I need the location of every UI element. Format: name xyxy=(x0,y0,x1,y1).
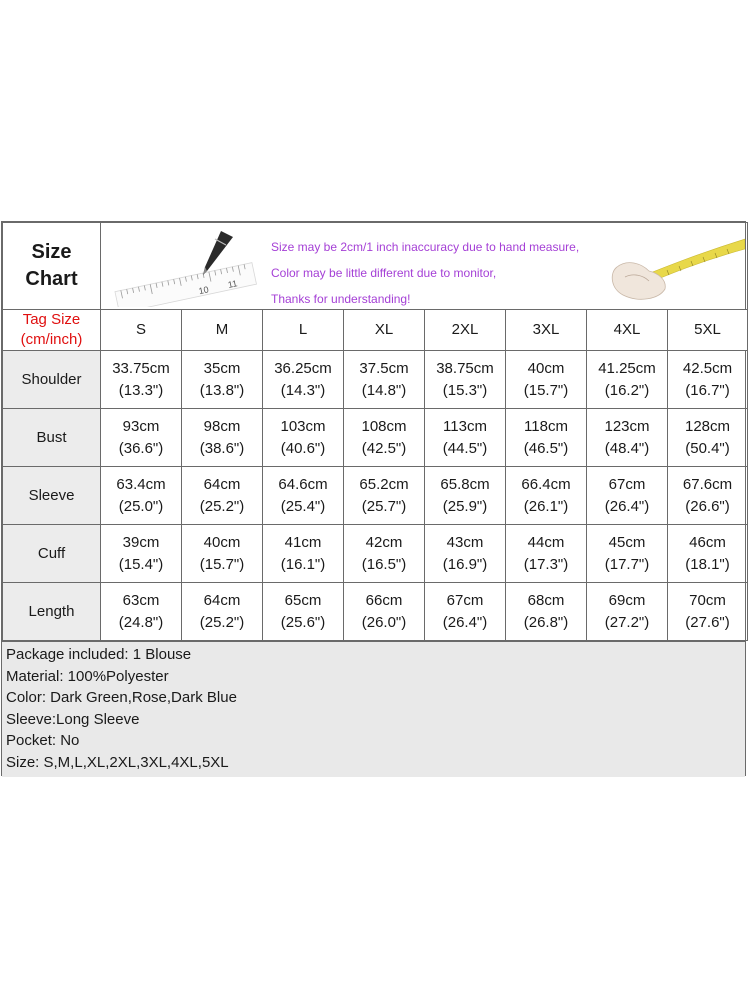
inch-value: (17.3") xyxy=(523,555,569,573)
inch-value: (26.4") xyxy=(442,613,488,631)
measurement-cell xyxy=(344,351,425,409)
cm-value: 64.6cm xyxy=(278,475,328,493)
size-header: 3XL xyxy=(506,310,587,351)
inch-value: (26.6") xyxy=(685,497,730,515)
cm-value: 36.25cm xyxy=(274,359,332,377)
cm-value: 45cm xyxy=(608,533,646,551)
inch-value: (48.4") xyxy=(604,439,650,457)
measurement-cell xyxy=(587,351,668,409)
table-row xyxy=(3,583,748,641)
inch-value: (15.4") xyxy=(118,555,164,573)
tag-size-line-2: (cm/inch) xyxy=(20,331,83,348)
measurement-cell xyxy=(668,583,748,641)
info-line: Package included: 1 Blouse xyxy=(6,646,192,663)
cm-value: 65.2cm xyxy=(359,475,409,493)
cm-value: 65.8cm xyxy=(440,475,490,493)
measurement-cell xyxy=(344,409,425,467)
size-header: XL xyxy=(344,310,425,351)
inch-value: (26.1") xyxy=(523,497,569,515)
size-header-row xyxy=(3,310,748,351)
measurement-cell xyxy=(587,525,668,583)
cm-value: 63cm xyxy=(122,591,160,609)
inch-value: (25.2") xyxy=(199,613,245,631)
inch-value: (15.7") xyxy=(199,555,245,573)
measurement-cell xyxy=(668,351,748,409)
cm-value: 42cm xyxy=(365,533,403,551)
inch-value: (16.5") xyxy=(361,555,407,573)
table-row xyxy=(3,525,748,583)
measurement-label: Sleeve xyxy=(3,467,101,525)
info-line: Material: 100%Polyester xyxy=(6,667,169,685)
measurement-label: Length xyxy=(3,583,101,641)
cm-value: 63.4cm xyxy=(116,475,166,493)
tag-size-label xyxy=(3,310,101,351)
ruler-number-11: 11 xyxy=(227,278,239,290)
inch-value: (46.5") xyxy=(523,439,569,457)
measurement-cell xyxy=(101,467,182,525)
inch-value: (14.3") xyxy=(280,381,326,399)
inch-value: (40.6") xyxy=(280,439,326,457)
size-header: S xyxy=(101,310,182,351)
measurement-cell xyxy=(668,409,748,467)
size-header: 5XL xyxy=(668,310,748,351)
pencil-ruler-icon xyxy=(109,225,259,307)
measurement-cell xyxy=(668,525,748,583)
measurement-cell xyxy=(506,525,587,583)
cm-value: 68cm xyxy=(527,591,565,609)
cm-value: 35cm xyxy=(203,359,241,377)
cm-value: 123cm xyxy=(604,417,650,435)
measurement-cell xyxy=(506,583,587,641)
table-row xyxy=(3,409,748,467)
measurement-cell xyxy=(344,583,425,641)
cm-value: 103cm xyxy=(280,417,326,435)
cm-value: 69cm xyxy=(608,591,646,609)
inch-value: (24.8") xyxy=(118,613,164,631)
size-chart-title xyxy=(3,223,101,310)
cm-value: 43cm xyxy=(446,533,484,551)
inch-value: (14.8") xyxy=(361,381,407,399)
table-row xyxy=(3,351,748,409)
measurement-cell xyxy=(506,409,587,467)
cm-value: 42.5cm xyxy=(682,359,733,377)
cm-value: 41.25cm xyxy=(598,359,656,377)
cm-value: 108cm xyxy=(361,417,407,435)
cm-value: 64cm xyxy=(203,591,241,609)
note-line-1: Size may be 2cm/1 inch inaccuracy due to hand measure, xyxy=(271,240,580,254)
size-chart xyxy=(1,221,746,776)
info-line: Size: S,M,L,XL,2XL,3XL,4XL,5XL xyxy=(6,753,229,771)
inch-value: (13.3") xyxy=(118,381,164,399)
cm-value: 41cm xyxy=(284,533,322,551)
inch-value: (15.7") xyxy=(523,381,569,399)
inch-value: (16.1") xyxy=(280,555,326,573)
measurement-cell xyxy=(182,409,263,467)
measurement-cell xyxy=(182,351,263,409)
tag-size-line-1: Tag Size xyxy=(22,311,81,328)
cm-value: 40cm xyxy=(527,359,565,377)
measurement-cell xyxy=(425,525,506,583)
size-notes xyxy=(271,234,579,312)
cm-value: 39cm xyxy=(122,533,160,551)
cm-value: 65cm xyxy=(284,591,322,609)
measurement-cell xyxy=(344,467,425,525)
measurement-cell xyxy=(263,351,344,409)
ruler-number-10: 10 xyxy=(197,284,210,297)
measurement-cell xyxy=(101,583,182,641)
inch-value: (25.4") xyxy=(280,497,326,515)
cm-value: 37.5cm xyxy=(359,359,409,377)
measurement-cell xyxy=(182,583,263,641)
measurement-cell xyxy=(101,525,182,583)
cm-value: 70cm xyxy=(689,591,726,609)
note-line-3: Thanks for understanding! xyxy=(271,292,411,306)
measurement-cell xyxy=(263,467,344,525)
inch-value: (26.4") xyxy=(604,497,650,515)
measurement-cell xyxy=(101,409,182,467)
cm-value: 38.75cm xyxy=(436,359,494,377)
title-line-2: Chart xyxy=(25,268,78,290)
info-line: Sleeve:Long Sleeve xyxy=(6,710,140,728)
measurement-label: Shoulder xyxy=(3,351,101,409)
measurement-cell xyxy=(587,409,668,467)
measurement-cell xyxy=(263,583,344,641)
size-header: 4XL xyxy=(587,310,668,351)
inch-value: (25.9") xyxy=(442,497,488,515)
inch-value: (50.4") xyxy=(685,439,730,457)
inch-value: (25.0") xyxy=(118,497,164,515)
tape-measure-hand-icon xyxy=(605,227,745,305)
measurement-cell xyxy=(425,351,506,409)
cm-value: 67cm xyxy=(608,475,646,493)
measurement-cell xyxy=(587,583,668,641)
inch-value: (16.9") xyxy=(442,555,488,573)
table-row xyxy=(3,467,748,525)
inch-value: (16.7") xyxy=(685,381,730,399)
inch-value: (27.2") xyxy=(604,613,650,631)
measurement-cell xyxy=(263,409,344,467)
inch-value: (15.3") xyxy=(442,381,488,399)
inch-value: (26.8") xyxy=(523,613,569,631)
product-info xyxy=(2,641,745,777)
cm-value: 40cm xyxy=(203,533,241,551)
cm-value: 66.4cm xyxy=(521,475,571,493)
measurement-cell xyxy=(101,351,182,409)
info-line: Color: Dark Green,Rose,Dark Blue xyxy=(6,689,237,707)
inch-value: (26.0") xyxy=(361,613,407,631)
cm-value: 33.75cm xyxy=(112,359,170,377)
size-header: 2XL xyxy=(425,310,506,351)
measurement-cell xyxy=(344,525,425,583)
inch-value: (18.1") xyxy=(685,555,730,573)
cm-value: 66cm xyxy=(365,591,403,609)
cm-value: 67.6cm xyxy=(682,475,733,493)
measurement-label: Bust xyxy=(3,409,101,467)
cm-value: 64cm xyxy=(203,475,241,493)
cm-value: 113cm xyxy=(443,417,487,435)
measurement-cell xyxy=(182,525,263,583)
inch-value: (38.6") xyxy=(199,439,245,457)
measurement-cell xyxy=(506,351,587,409)
measurement-cell xyxy=(425,409,506,467)
measurement-cell xyxy=(506,467,587,525)
inch-value: (25.7") xyxy=(361,497,407,515)
measurement-cell xyxy=(668,467,748,525)
inch-value: (13.8") xyxy=(199,381,245,399)
cm-value: 46cm xyxy=(689,533,726,551)
info-line: Pocket: No xyxy=(6,732,80,750)
note-line-2: Color may be little different due to monitor, xyxy=(271,266,497,280)
inch-value: (16.2") xyxy=(604,381,650,399)
size-header: M xyxy=(182,310,263,351)
cm-value: 98cm xyxy=(203,417,241,435)
size-header: L xyxy=(263,310,344,351)
cm-value: 118cm xyxy=(524,417,568,435)
inch-value: (36.6") xyxy=(118,439,164,457)
banner-row xyxy=(3,223,748,310)
measurement-label: Cuff xyxy=(3,525,101,583)
cm-value: 93cm xyxy=(122,417,160,435)
measurement-cell xyxy=(182,467,263,525)
inch-value: (42.5") xyxy=(361,439,407,457)
measurement-cell xyxy=(425,583,506,641)
inch-value: (25.6") xyxy=(280,613,326,631)
inch-value: (44.5") xyxy=(442,439,488,457)
banner xyxy=(101,223,748,310)
measurement-cell xyxy=(587,467,668,525)
inch-value: (27.6") xyxy=(685,613,730,631)
inch-value: (25.2") xyxy=(199,497,245,515)
title-line-1: Size xyxy=(31,241,72,263)
cm-value: 128cm xyxy=(684,417,731,435)
measurement-cell xyxy=(263,525,344,583)
size-table xyxy=(2,222,748,641)
cm-value: 44cm xyxy=(527,533,565,551)
measurement-cell xyxy=(425,467,506,525)
cm-value: 67cm xyxy=(446,591,484,609)
inch-value: (17.7") xyxy=(604,555,650,573)
